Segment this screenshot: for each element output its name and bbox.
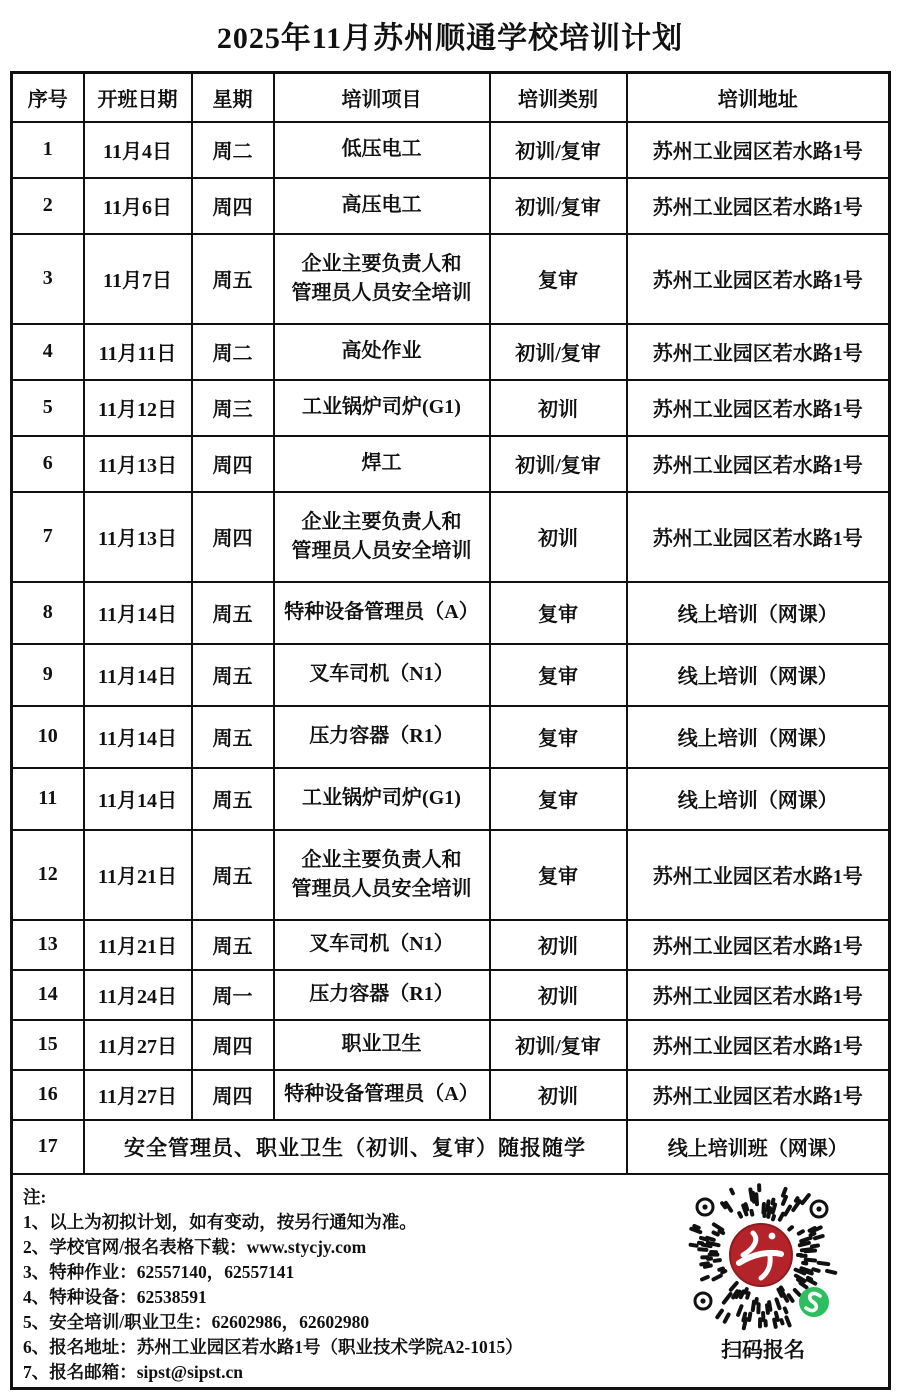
page-title: 2025年11月苏州顺通学校培训计划 xyxy=(216,22,684,55)
cell-project: 叉车司机（N1） xyxy=(274,920,490,970)
table-row xyxy=(12,582,890,644)
notes-section xyxy=(13,1175,638,1387)
cell-project: 特种设备管理员（A） xyxy=(274,1070,490,1120)
cell-category: 复审 xyxy=(490,830,627,920)
table-row xyxy=(12,644,890,706)
table-row xyxy=(12,830,890,920)
registration-qr-code-icon xyxy=(673,1181,853,1333)
cell-date: 11月4日 xyxy=(84,122,192,178)
cell-address: 线上培训（网课） xyxy=(627,706,890,768)
cell-no: 8 xyxy=(12,582,84,644)
cell-no: 1 xyxy=(12,122,84,178)
qr-eye-top-right-icon xyxy=(811,1201,827,1217)
cell-weekday: 周五 xyxy=(192,830,274,920)
table-row xyxy=(12,706,890,768)
cell-no: 15 xyxy=(12,1020,84,1070)
cell-date: 11月13日 xyxy=(84,492,192,582)
cell-project: 工业锅炉司炉(G1) xyxy=(274,768,490,830)
cell-weekday: 周五 xyxy=(192,920,274,970)
cell-project: 企业主要负责人和 管理员人员安全培训 xyxy=(274,234,490,324)
cell-project: 高处作业 xyxy=(274,324,490,380)
col-header-category: 培训类别 xyxy=(490,73,627,122)
cell-date: 11月14日 xyxy=(84,582,192,644)
cell-project: 焊工 xyxy=(274,436,490,492)
col-header-no: 序号 xyxy=(12,73,84,122)
cell-category: 初训/复审 xyxy=(490,436,627,492)
table-row xyxy=(12,1020,890,1070)
cell-date: 11月7日 xyxy=(84,234,192,324)
cell-category: 复审 xyxy=(490,234,627,324)
table-row xyxy=(12,1070,890,1120)
qr-eye-bottom-left-icon xyxy=(695,1293,711,1309)
table-row xyxy=(12,234,890,324)
cell-weekday: 周四 xyxy=(192,492,274,582)
cell-project: 企业主要负责人和 管理员人员安全培训 xyxy=(274,830,490,920)
cell-date: 11月14日 xyxy=(84,768,192,830)
table-row xyxy=(12,492,890,582)
cell-weekday: 周五 xyxy=(192,644,274,706)
cell-no: 5 xyxy=(12,380,84,436)
cell-date: 11月14日 xyxy=(84,706,192,768)
cell-date: 11月14日 xyxy=(84,644,192,706)
cell-weekday: 周四 xyxy=(192,178,274,234)
note-item: 5、安全培训/职业卫生：62602986，62602980 xyxy=(23,1312,370,1333)
cell-project: 高压电工 xyxy=(274,178,490,234)
cell-date: 11月12日 xyxy=(84,380,192,436)
cell-no: 14 xyxy=(12,970,84,1020)
cell-address: 线上培训（网课） xyxy=(627,768,890,830)
cell-weekday: 周五 xyxy=(192,768,274,830)
cell-address: 苏州工业园区若水路1号 xyxy=(627,436,890,492)
cell-weekday: 周一 xyxy=(192,970,274,1020)
cell-no: 11 xyxy=(12,768,84,830)
cell-no: 17 xyxy=(12,1120,84,1174)
cell-project: 特种设备管理员（A） xyxy=(274,582,490,644)
notes-list xyxy=(23,1210,638,1385)
table-row xyxy=(12,122,890,178)
cell-category: 复审 xyxy=(490,644,627,706)
note-item: 2、学校官网/报名表格下载：www.stycjy.com xyxy=(23,1236,367,1257)
cell-address: 苏州工业园区若水路1号 xyxy=(627,380,890,436)
cell-weekday: 周五 xyxy=(192,582,274,644)
table-row xyxy=(12,1120,890,1174)
cell-date: 11月24日 xyxy=(84,970,192,1020)
cell-no: 2 xyxy=(12,178,84,234)
cell-address: 线上培训班（网课） xyxy=(627,1120,890,1174)
cell-date: 11月6日 xyxy=(84,178,192,234)
cell-project: 工业锅炉司炉(G1) xyxy=(274,380,490,436)
cell-project: 叉车司机（N1） xyxy=(274,644,490,706)
cell-address: 苏州工业园区若水路1号 xyxy=(627,1020,890,1070)
notes-cell xyxy=(12,1174,890,1389)
cell-weekday: 周四 xyxy=(192,1070,274,1120)
cell-date: 11月13日 xyxy=(84,436,192,492)
notes-label: 注: xyxy=(23,1186,47,1207)
cell-address: 苏州工业园区若水路1号 xyxy=(627,324,890,380)
cell-no: 4 xyxy=(12,324,84,380)
table-row xyxy=(12,768,890,830)
cell-weekday: 周四 xyxy=(192,1020,274,1070)
cell-category: 复审 xyxy=(490,706,627,768)
table-row xyxy=(12,920,890,970)
col-header-weekday: 星期 xyxy=(192,73,274,122)
cell-address: 苏州工业园区若水路1号 xyxy=(627,920,890,970)
col-header-project: 培训项目 xyxy=(274,73,490,122)
cell-address: 苏州工业园区若水路1号 xyxy=(627,178,890,234)
cell-category: 复审 xyxy=(490,582,627,644)
cell-no: 10 xyxy=(12,706,84,768)
note-item: 4、特种设备：62538591 xyxy=(23,1287,207,1308)
cell-project: 压力容器（R1） xyxy=(274,706,490,768)
cell-weekday: 周二 xyxy=(192,324,274,380)
cell-category: 初训/复审 xyxy=(490,178,627,234)
col-header-date: 开班日期 xyxy=(84,73,192,122)
training-schedule-table xyxy=(10,71,891,1390)
cell-address: 线上培训（网课） xyxy=(627,644,890,706)
cell-no: 6 xyxy=(12,436,84,492)
cell-category: 初训 xyxy=(490,1070,627,1120)
school-logo-icon xyxy=(730,1224,792,1286)
cell-address: 苏州工业园区若水路1号 xyxy=(627,122,890,178)
cell-weekday: 周五 xyxy=(192,234,274,324)
header-row xyxy=(12,73,890,122)
table-row xyxy=(12,324,890,380)
cell-weekday: 周二 xyxy=(192,122,274,178)
cell-date: 11月27日 xyxy=(84,1020,192,1070)
cell-no: 16 xyxy=(12,1070,84,1120)
note-item: 6、报名地址：苏州工业园区若水路1号（职业技术学院A2-1015） xyxy=(23,1337,523,1358)
cell-project: 压力容器（R1） xyxy=(274,970,490,1020)
cell-address: 苏州工业园区若水路1号 xyxy=(627,1070,890,1120)
cell-category: 初训 xyxy=(490,380,627,436)
cell-weekday: 周五 xyxy=(192,706,274,768)
note-item: 1、以上为初拟计划，如有变动，按另行通知为准。 xyxy=(23,1211,417,1232)
cell-no: 9 xyxy=(12,644,84,706)
cell-category: 初训 xyxy=(490,492,627,582)
cell-project: 职业卫生 xyxy=(274,1020,490,1070)
cell-date: 11月27日 xyxy=(84,1070,192,1120)
table-row xyxy=(12,380,890,436)
cell-address: 苏州工业园区若水路1号 xyxy=(627,234,890,324)
cell-weekday: 周四 xyxy=(192,436,274,492)
cell-category: 初训 xyxy=(490,970,627,1020)
table-row xyxy=(12,178,890,234)
cell-address: 苏州工业园区若水路1号 xyxy=(627,492,890,582)
qr-caption: 扫码报名 xyxy=(721,1337,805,1362)
cell-address: 苏州工业园区若水路1号 xyxy=(627,830,890,920)
cell-date: 11月11日 xyxy=(84,324,192,380)
cell-category: 初训/复审 xyxy=(490,1020,627,1070)
cell-category: 初训 xyxy=(490,920,627,970)
note-item: 7、报名邮箱：sipst@sipst.cn xyxy=(23,1362,243,1383)
cell-no: 3 xyxy=(12,234,84,324)
qr-block xyxy=(638,1175,888,1387)
cell-date: 11月21日 xyxy=(84,920,192,970)
cell-category: 复审 xyxy=(490,768,627,830)
cell-address: 苏州工业园区若水路1号 xyxy=(627,970,890,1020)
cell-no: 7 xyxy=(12,492,84,582)
col-header-address: 培训地址 xyxy=(627,73,890,122)
cell-project: 低压电工 xyxy=(274,122,490,178)
cell-project: 企业主要负责人和 管理员人员安全培训 xyxy=(274,492,490,582)
cell-weekday: 周三 xyxy=(192,380,274,436)
cell-category: 初训/复审 xyxy=(490,324,627,380)
table-row xyxy=(12,436,890,492)
cell-no: 12 xyxy=(12,830,84,920)
cell-address: 线上培训（网课） xyxy=(627,582,890,644)
notes-row xyxy=(12,1174,890,1389)
note-item: 3、特种作业：62557140，62557141 xyxy=(23,1261,295,1282)
cell-no: 13 xyxy=(12,920,84,970)
qr-eye-top-left-icon xyxy=(697,1199,713,1215)
cell-category: 初训/复审 xyxy=(490,122,627,178)
cell-merged-note: 安全管理员、职业卫生（初训、复审）随报随学 xyxy=(84,1120,627,1174)
cell-date: 11月21日 xyxy=(84,830,192,920)
miniprogram-badge-icon xyxy=(799,1287,829,1317)
table-row xyxy=(12,970,890,1020)
